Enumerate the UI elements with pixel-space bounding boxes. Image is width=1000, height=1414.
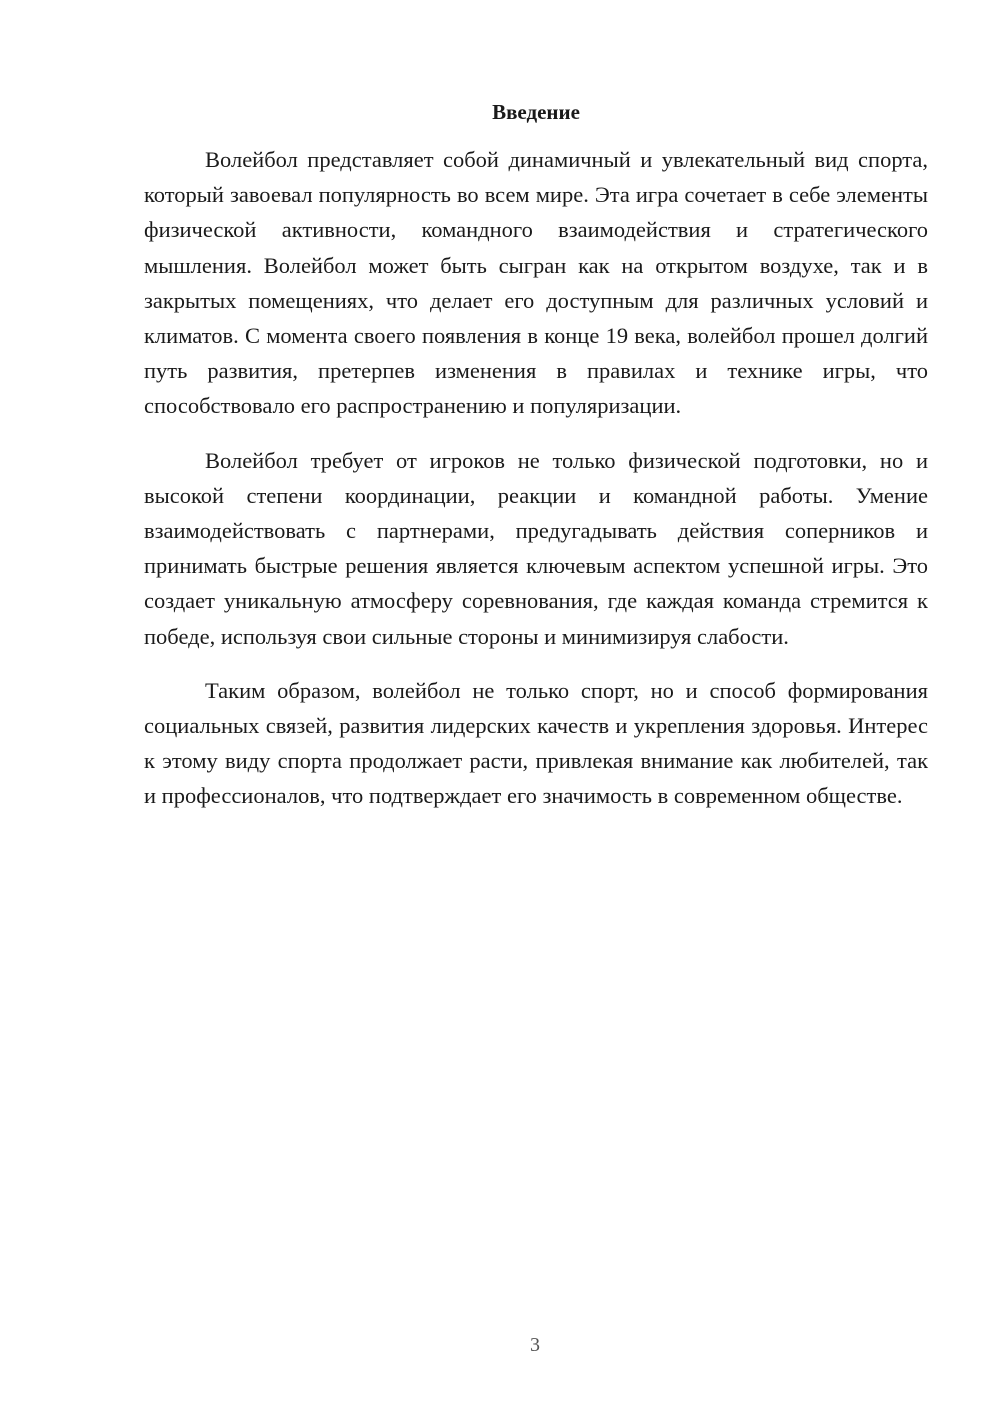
paragraph-1: Волейбол представляет собой динамичный и увлекательный вид спорта, который завоевал популярность во всем мире. Эта игра сочетает в себе элементы физической активности, командного взаимодействия и стратегического мышления. Волейбол может быть сыгран как на открытом воздухе, так и в закрытых помещениях, что делает его доступным для различных условий и климатов. С момента своего появления в конце 19 века, волейбол прошел долгий путь развития, претерпев изменения в правилах и технике игры, что способствовало его распространению и популяризации. [144,147,928,419]
page-number: 3 [530,1334,540,1356]
paragraph-2: Волейбол требует от игроков не только физической подготовки, но и высокой степени координации, реакции и командной работы. Умение взаимодействовать с партнерами, предугадывать действия соперников и принимать быстрые решения является ключевым аспектом успешной игры. Это создает уникальную атмосферу соревнования, где каждая команда стремится к победе, используя свои сильные стороны и минимизируя слабости. [144,447,928,649]
body-text [144,142,928,833]
paragraph-3: Таким образом, волейбол не только спорт, но и способ формирования социальных связей, развития лидерских качеств и укрепления здоровья. Интерес к этому виду спорта продолжает расти, привлекая внимание как любителей, так и профессионалов, что подтверждает его значимость в современном обществе. [144,677,928,809]
section-title: Введение [492,100,580,124]
